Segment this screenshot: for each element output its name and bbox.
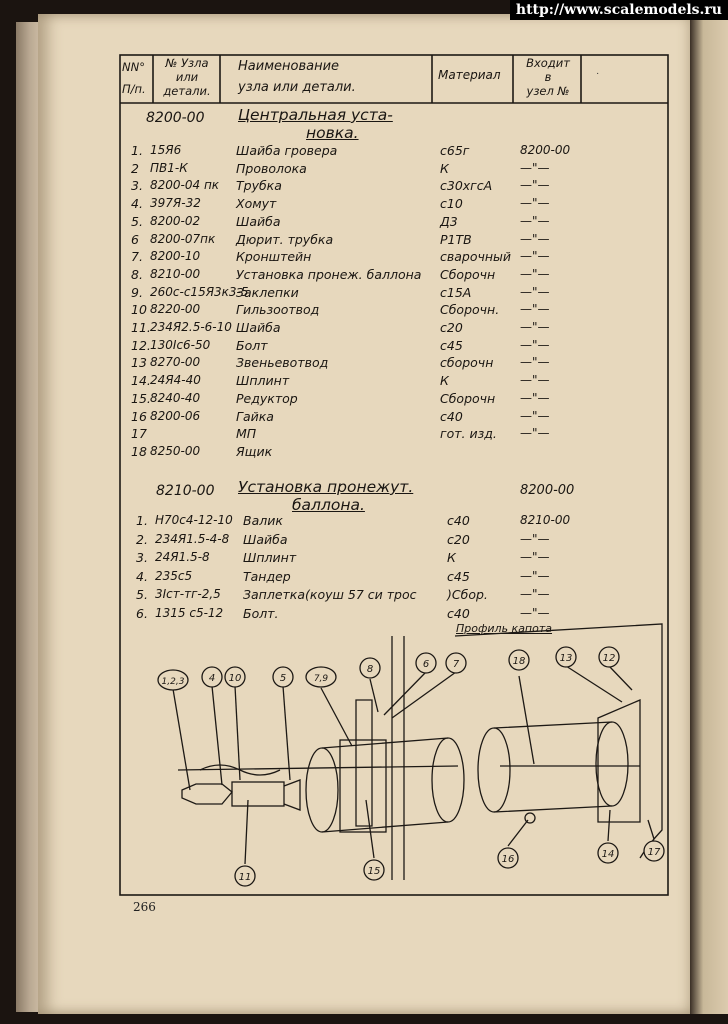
item-name: Тандер: [243, 568, 291, 584]
item-name: Дюрит. трубка: [236, 231, 334, 247]
item-code: 8210-00: [150, 266, 201, 281]
item-enters: —"—: [520, 231, 550, 246]
item-material: с45: [440, 337, 463, 353]
item-number: 3.: [136, 550, 148, 565]
callout-15: [598, 843, 618, 863]
callout-16: [644, 841, 664, 861]
item-name: Шайба: [236, 320, 281, 335]
item-material: Д3: [440, 213, 458, 229]
item-name: Шплинт: [236, 373, 290, 389]
item-number: 4.: [131, 196, 143, 212]
callout-10: [556, 647, 576, 667]
item-material: с40: [447, 513, 470, 528]
callout-label: 11: [238, 872, 252, 883]
header-name: Наименование узла или детали.: [238, 59, 356, 95]
item-number: 6: [131, 231, 139, 247]
item-material: Сборочн: [440, 390, 496, 406]
item-material: с20: [440, 320, 463, 335]
section2-enters: 8200-00: [520, 483, 575, 498]
item-name: Ящик: [236, 443, 273, 459]
item-number: 8.: [131, 266, 143, 282]
item-number: 7.: [131, 249, 143, 265]
profile-label: Профиль капота: [456, 622, 553, 635]
item-name: Болт: [236, 337, 268, 353]
callout-label: 16: [501, 854, 515, 865]
item-code: 3Iст-тг-2,5: [155, 587, 221, 601]
item-material: Р1ТВ: [440, 231, 472, 247]
item-name: Шплинт: [243, 550, 297, 565]
item-number: 17: [131, 426, 147, 442]
section1-code: 8200-00: [146, 110, 205, 126]
item-enters: 8200-00: [520, 143, 571, 157]
item-material: с45: [447, 568, 470, 584]
item-code: 8270-00: [150, 355, 201, 370]
section2-code: 8210-00: [156, 483, 215, 499]
item-material: гот. изд.: [440, 426, 497, 442]
item-material: Сборочн.: [440, 302, 500, 318]
item-code: 24Я4-40: [150, 373, 201, 388]
item-name: МП: [236, 426, 257, 442]
item-name: Хомут: [236, 196, 277, 212]
callout-13: [364, 860, 384, 880]
callout-label: 6: [422, 659, 430, 670]
item-material: К: [440, 160, 449, 176]
item-enters: —"—: [520, 302, 550, 317]
item-number: 4.: [136, 568, 148, 584]
callout-3: [225, 667, 245, 687]
callout-7: [416, 653, 436, 673]
header-material: Материал: [438, 68, 501, 82]
item-name: Заплетка(коуш 57 си трос: [243, 587, 417, 602]
item-material: с15А: [440, 284, 472, 300]
item-number: 11.: [131, 320, 151, 335]
callout-label: 1,2,3: [161, 677, 185, 687]
item-enters: —"—: [520, 320, 550, 334]
callout-12: [235, 866, 255, 886]
section2-title-line1: Установка пронежут.: [238, 478, 414, 496]
callout-label: 15: [367, 866, 381, 877]
item-code: 8200-07пк: [150, 231, 216, 246]
item-name: Проволока: [236, 160, 307, 176]
item-number: 15.: [131, 390, 151, 406]
item-number: 2: [131, 160, 139, 176]
item-name: Кронштейн: [236, 249, 312, 265]
callout-label: 17: [647, 847, 661, 858]
item-material: К: [447, 550, 456, 565]
callout-2: [202, 667, 222, 687]
item-number: 3.: [131, 178, 143, 194]
item-code: 1315 с5-12: [155, 605, 224, 620]
item-enters: —"—: [520, 178, 550, 193]
item-number: 5.: [136, 587, 148, 602]
item-number: 1.: [136, 513, 148, 528]
item-number: 10: [131, 302, 147, 318]
item-enters: —"—: [520, 213, 550, 228]
callout-5: [306, 667, 336, 687]
item-name: Редуктор: [236, 390, 298, 406]
item-enters: —"—: [520, 605, 550, 620]
item-code: 130Iс6-50: [150, 337, 211, 352]
callout-4: [273, 667, 293, 687]
item-number: 13: [131, 355, 147, 371]
item-enters: —"—: [520, 426, 550, 441]
item-enters: —"—: [520, 408, 550, 423]
callout-label: 13: [559, 653, 573, 664]
callout-label: 14: [601, 849, 615, 860]
item-enters: —"—: [520, 390, 550, 405]
callout-label: 8: [366, 664, 374, 675]
item-material: с65г: [440, 143, 470, 158]
item-enters: —"—: [520, 160, 550, 175]
header-number: NN° П/п.: [122, 60, 146, 96]
item-name: Валик: [243, 513, 283, 528]
item-code: 15Я6: [150, 143, 182, 157]
item-number: 6.: [136, 605, 148, 621]
item-number: 5.: [131, 213, 143, 229]
item-number: 14.: [131, 373, 151, 389]
item-name: Болт.: [243, 605, 279, 621]
callout-label: 18: [512, 656, 526, 667]
callout-label: 12: [602, 653, 616, 664]
item-code: 8200-04 пк: [150, 178, 220, 193]
item-code: 8250-00: [150, 443, 201, 458]
callout-8: [446, 653, 466, 673]
item-enters: —"—: [520, 196, 550, 211]
item-code: 8240-40: [150, 390, 201, 405]
item-code: 260с-с15Я3к3-5: [150, 284, 249, 299]
callout-label: 10: [228, 673, 242, 684]
item-name: Гайка: [236, 408, 274, 424]
item-code: 234Я1.5-4-8: [155, 531, 230, 546]
item-material: с30хгсА: [440, 178, 493, 194]
item-material: сборочн: [440, 355, 494, 371]
item-number: 18: [131, 443, 147, 459]
item-number: 12.: [131, 337, 151, 353]
callout-6: [360, 658, 380, 678]
item-enters: —"—: [520, 373, 550, 388]
item-name: Заклепки: [236, 284, 299, 300]
header-enters: Входит в узел №: [526, 56, 570, 98]
item-enters: —"—: [520, 249, 550, 264]
item-code: 234Я2.5-6-10: [150, 320, 232, 334]
item-name: Установка пронеж. баллона: [236, 266, 422, 282]
item-code: 8220-00: [150, 302, 201, 317]
item-code: 397Я-32: [150, 196, 201, 211]
item-enters: —"—: [520, 355, 550, 370]
item-material: сварочный: [440, 249, 512, 265]
callout-1: [158, 670, 188, 690]
callout-label: 7,9: [313, 674, 329, 684]
item-material: с40: [440, 408, 463, 424]
callout-9: [509, 650, 529, 670]
item-number: 16: [131, 408, 147, 424]
item-name: Звеньевотвод: [236, 355, 329, 371]
item-material: К: [440, 373, 449, 389]
item-number: 1.: [131, 143, 143, 158]
item-code: 235с5: [155, 568, 193, 583]
item-enters: —"—: [520, 284, 550, 299]
header-part-number: № Узла или детали.: [163, 56, 211, 98]
item-code: 24Я1.5-8: [155, 550, 210, 564]
page-number: 266: [133, 900, 156, 914]
item-number: 2.: [136, 531, 148, 547]
item-enters: —"—: [520, 531, 550, 546]
item-code: ПВ1-К: [150, 160, 188, 175]
callout-11: [599, 647, 619, 667]
item-number: 9.: [131, 284, 143, 300]
item-material: с20: [447, 531, 470, 547]
item-enters: —"—: [520, 266, 550, 281]
item-material: Сборочн: [440, 266, 496, 282]
item-enters: 8210-00: [520, 513, 571, 527]
item-code: 8200-06: [150, 408, 201, 423]
item-code: 8200-02: [150, 213, 201, 228]
item-name: Гильзоотвод: [236, 302, 320, 318]
section1-title-line1: Центральная уста-: [238, 106, 393, 124]
item-enters: —"—: [520, 550, 550, 564]
callout-label: 7: [452, 659, 460, 670]
callout-label: 4: [208, 673, 216, 684]
item-enters: —"—: [520, 568, 550, 583]
item-material: с10: [440, 196, 463, 212]
item-enters: —"—: [520, 587, 550, 601]
item-material: с40: [447, 605, 470, 621]
item-code: 8200-10: [150, 249, 201, 264]
item-name: Шайба: [236, 213, 281, 229]
callout-label: 5: [279, 673, 287, 684]
watermark: http://www.scalemodels.ru: [510, 0, 728, 20]
item-name: Шайба: [243, 531, 288, 547]
svg-text:·: ·: [596, 68, 600, 79]
item-name: Шайба гровера: [236, 143, 338, 158]
section1-title-line2: новка.: [306, 124, 359, 142]
item-enters: —"—: [520, 337, 550, 352]
callout-14: [498, 848, 518, 868]
item-name: Трубка: [236, 178, 282, 194]
item-code: Н70с4-12-10: [155, 513, 233, 527]
item-material: )Сбор.: [447, 587, 488, 602]
section2-title-line2: баллона.: [292, 496, 365, 514]
